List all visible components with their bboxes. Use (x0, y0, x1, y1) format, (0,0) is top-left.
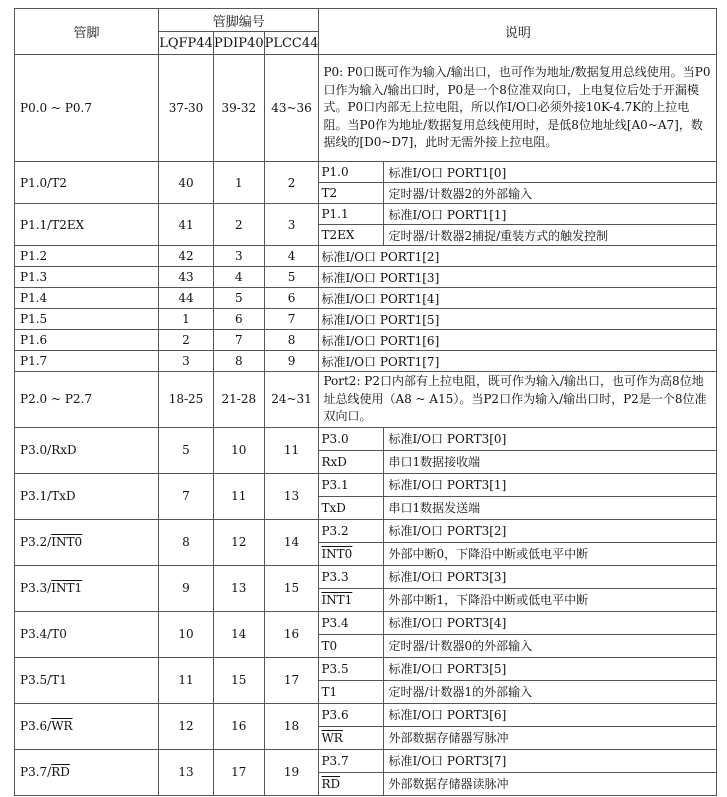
pin-prefix: P3.6/ (20, 719, 52, 733)
function-description: 外部数据存储器写脉冲 (384, 726, 717, 749)
function-name: P3.7 (319, 749, 384, 772)
pin-name: P1.6 (15, 330, 159, 351)
pin-description: 标准I/O口 PORT1[2] (319, 246, 717, 267)
pin-name: P1.4 (15, 288, 159, 309)
pdip-number: 21-28 (214, 372, 265, 428)
pin-table-container (14, 8, 717, 796)
signal-overline: $\overline{WR}$ (321, 730, 343, 745)
pin-name: P1.1/T2EX (15, 204, 159, 246)
table-row (15, 267, 717, 288)
plcc-number: 7 (264, 309, 319, 330)
pin-description: 标准I/O口 PORT1[3] (319, 267, 717, 288)
pin-signal-overline: INT1 (51, 581, 83, 595)
plcc-number: 4 (264, 246, 319, 267)
pin-name: P3.5/T1 (15, 657, 159, 703)
plcc-number: 18 (264, 703, 319, 749)
lqfp-number: 42 (159, 246, 214, 267)
plcc-number: 15 (264, 565, 319, 611)
function-name-overline (319, 726, 384, 749)
lqfp-number: 2 (159, 330, 214, 351)
lqfp-number: 12 (159, 703, 214, 749)
plcc-number: 6 (264, 288, 319, 309)
function-name-overline (319, 542, 384, 565)
function-description: 标准I/O口 PORT3[1] (384, 473, 717, 496)
table-row (15, 565, 717, 588)
plcc-number: 16 (264, 611, 319, 657)
table-row (15, 657, 717, 680)
pin-prefix: P3.2/ (20, 535, 52, 549)
lqfp-number: 11 (159, 657, 214, 703)
function-name: T2 (319, 183, 384, 204)
function-name-overline (319, 588, 384, 611)
plcc-number: 17 (264, 657, 319, 703)
lqfp-number: 5 (159, 427, 214, 473)
function-description: 标准I/O口 PORT3[0] (384, 427, 717, 450)
lqfp-number: 9 (159, 565, 214, 611)
pdip-number: 13 (214, 565, 265, 611)
plcc-number: 11 (264, 427, 319, 473)
lqfp-number: 37-30 (159, 55, 214, 162)
pdip-number: 5 (214, 288, 265, 309)
pin-description: P0: P0口既可作为输入/输出口，也可作为地址/数据复用总线使用。当P0口作为输入/输出口时，P0是一个8位准双向口，上电复位后处于开漏模式。P0口内部无上拉电阻，所以作I/O口必须外接10K-4.7K的上拉电阻。当P0作为地址/数据复用总线使用时，是低8位地址线[A0~A7]，数据线的[D0~D7]，此时无需外接上拉电阻。 (319, 55, 717, 162)
function-description: 标准I/O口 PORT3[2] (384, 519, 717, 542)
function-description: 标准I/O口 PORT1[1] (384, 204, 717, 225)
plcc-number: 13 (264, 473, 319, 519)
pin-signal-overline: $\overline{WR}$ (51, 719, 73, 733)
lqfp-number: 43 (159, 267, 214, 288)
table-row (15, 473, 717, 496)
pdip-number: 8 (214, 351, 265, 372)
function-description: 标准I/O口 PORT3[4] (384, 611, 717, 634)
pin-name: P1.5 (15, 309, 159, 330)
pin-description: 标准I/O口 PORT1[5] (319, 309, 717, 330)
lqfp-number: 3 (159, 351, 214, 372)
lqfp-number: 41 (159, 204, 214, 246)
table-row (15, 309, 717, 330)
plcc-number: 8 (264, 330, 319, 351)
table-row (15, 246, 717, 267)
signal-overline: $\overline{RD}$ (321, 776, 341, 791)
function-name: P3.2 (319, 519, 384, 542)
signal-overline: INT1 (321, 592, 353, 607)
pin-name: P1.3 (15, 267, 159, 288)
function-description: 串口1数据接收端 (384, 450, 717, 473)
lqfp-number: 10 (159, 611, 214, 657)
header-pin: 管脚 (15, 9, 159, 55)
pin-name: P1.2 (15, 246, 159, 267)
lqfp-number: 18-25 (159, 372, 214, 428)
table-row (15, 162, 717, 183)
function-description: 串口1数据发送端 (384, 496, 717, 519)
table-row (15, 288, 717, 309)
pin-description: Port2: P2口内部有上拉电阻，既可作为输入/输出口，也可作为高8位地址总线使用（A8 ~ A15）。当P2口作为输入/输出口时，P2是一个8位准双向口。 (319, 372, 717, 428)
pdip-number: 10 (214, 427, 265, 473)
pin-description: 标准I/O口 PORT1[6] (319, 330, 717, 351)
pin-name: P2.0 ~ P2.7 (15, 372, 159, 428)
header-pdip40: PDIP40 (214, 32, 265, 55)
pin-signal-overline: $\overline{RD}$ (51, 765, 70, 779)
function-name: P1.1 (319, 204, 384, 225)
pin-name: P1.0/T2 (15, 162, 159, 204)
pin-description: 标准I/O口 PORT1[4] (319, 288, 717, 309)
pin-name: P0.0 ~ P0.7 (15, 55, 159, 162)
function-name: P3.1 (319, 473, 384, 496)
table-row (15, 611, 717, 634)
function-name: T2EX (319, 225, 384, 246)
table-row (15, 55, 717, 162)
function-name: P3.4 (319, 611, 384, 634)
pdip-number: 11 (214, 473, 265, 519)
function-description: 标准I/O口 PORT3[6] (384, 703, 717, 726)
function-description: 标准I/O口 PORT3[5] (384, 657, 717, 680)
pin-description-table (14, 8, 717, 796)
pdip-number: 12 (214, 519, 265, 565)
lqfp-number: 7 (159, 473, 214, 519)
function-name-overline (319, 772, 384, 795)
table-row (15, 351, 717, 372)
pin-name (15, 749, 159, 795)
function-description: 标准I/O口 PORT3[3] (384, 565, 717, 588)
pdip-number: 15 (214, 657, 265, 703)
function-description: 定时器/计数器0的外部输入 (384, 634, 717, 657)
function-description: 外部数据存储器读脉冲 (384, 772, 717, 795)
pin-name (15, 519, 159, 565)
function-name: P3.6 (319, 703, 384, 726)
pdip-number: 14 (214, 611, 265, 657)
table-row (15, 204, 717, 225)
pdip-number: 7 (214, 330, 265, 351)
header-lqfp44: LQFP44 (159, 32, 214, 55)
pin-description: 标准I/O口 PORT1[7] (319, 351, 717, 372)
function-name: RxD (319, 450, 384, 473)
plcc-number: 43~36 (264, 55, 319, 162)
pin-name (15, 703, 159, 749)
function-name: P3.5 (319, 657, 384, 680)
table-row (15, 703, 717, 726)
function-name: P1.0 (319, 162, 384, 183)
pin-name: P3.0/RxD (15, 427, 159, 473)
function-description: 外部中断0，下降沿中断或低电平中断 (384, 542, 717, 565)
plcc-number: 9 (264, 351, 319, 372)
table-row (15, 330, 717, 351)
pdip-number: 39-32 (214, 55, 265, 162)
plcc-number: 3 (264, 204, 319, 246)
header-plcc44: PLCC44 (264, 32, 319, 55)
lqfp-number: 1 (159, 309, 214, 330)
pdip-number: 6 (214, 309, 265, 330)
pdip-number: 4 (214, 267, 265, 288)
pin-name: P3.4/T0 (15, 611, 159, 657)
plcc-number: 19 (264, 749, 319, 795)
pdip-number: 17 (214, 749, 265, 795)
pdip-number: 16 (214, 703, 265, 749)
function-name: T1 (319, 680, 384, 703)
table-row (15, 519, 717, 542)
signal-overline: INT0 (321, 546, 353, 561)
function-name: T0 (319, 634, 384, 657)
pin-name: P1.7 (15, 351, 159, 372)
function-description: 标准I/O口 PORT1[0] (384, 162, 717, 183)
plcc-number: 24~31 (264, 372, 319, 428)
function-description: 定时器/计数器2的外部输入 (384, 183, 717, 204)
pdip-number: 3 (214, 246, 265, 267)
function-name: P3.0 (319, 427, 384, 450)
function-description: 定时器/计数器1的外部输入 (384, 680, 717, 703)
pin-name: P3.1/TxD (15, 473, 159, 519)
function-name: TxD (319, 496, 384, 519)
pin-prefix: P3.3/ (20, 581, 52, 595)
header-pin-number: 管脚编号 (159, 9, 319, 32)
pin-name (15, 565, 159, 611)
lqfp-number: 8 (159, 519, 214, 565)
table-row (15, 372, 717, 428)
lqfp-number: 44 (159, 288, 214, 309)
function-description: 标准I/O口 PORT3[7] (384, 749, 717, 772)
lqfp-number: 40 (159, 162, 214, 204)
function-description: 定时器/计数器2捕捉/重装方式的触发控制 (384, 225, 717, 246)
pin-signal-overline: INT0 (51, 535, 83, 549)
pin-prefix: P3.7/ (20, 765, 52, 779)
function-description: 外部中断1，下降沿中断或低电平中断 (384, 588, 717, 611)
header-description: 说明 (319, 9, 717, 55)
header-row (15, 9, 717, 32)
pdip-number: 2 (214, 204, 265, 246)
plcc-number: 5 (264, 267, 319, 288)
lqfp-number: 13 (159, 749, 214, 795)
function-name: P3.3 (319, 565, 384, 588)
pdip-number: 1 (214, 162, 265, 204)
plcc-number: 14 (264, 519, 319, 565)
table-row (15, 427, 717, 450)
table-row (15, 749, 717, 772)
plcc-number: 2 (264, 162, 319, 204)
